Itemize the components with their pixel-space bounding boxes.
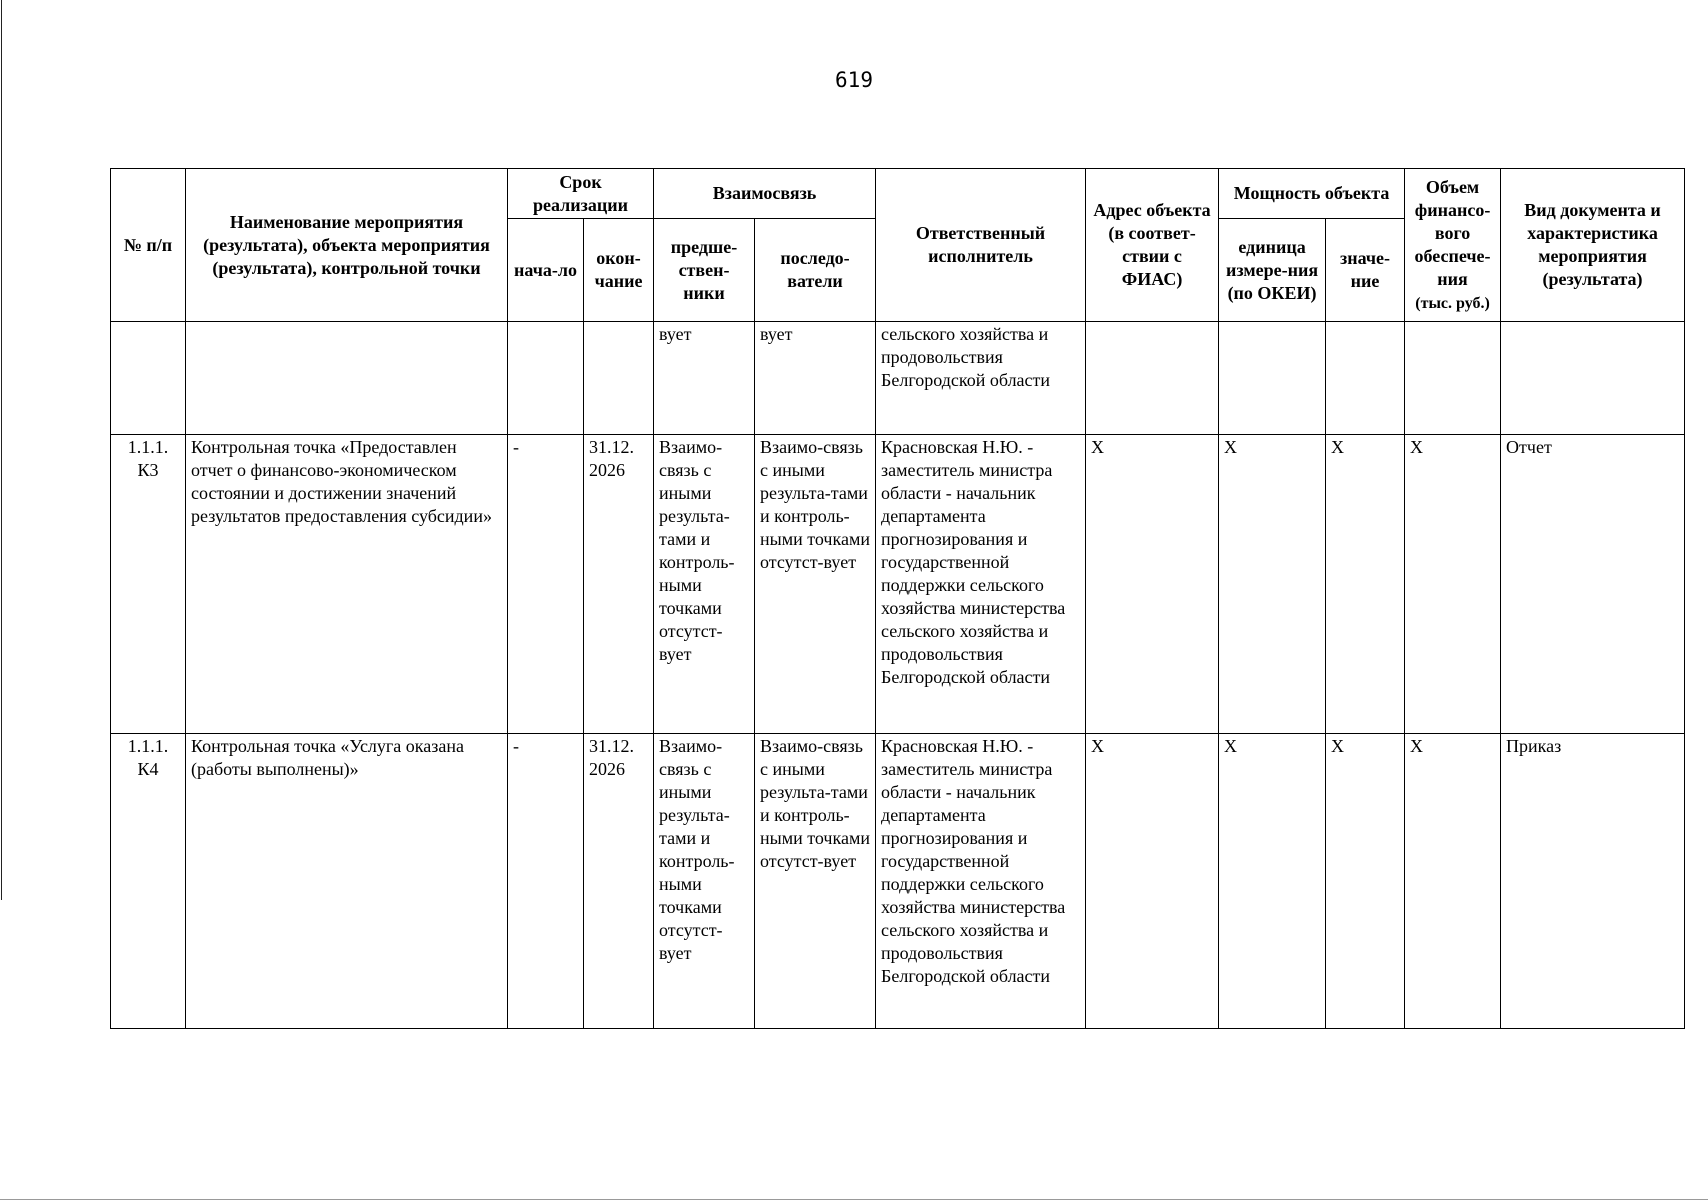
cell-doc bbox=[1501, 322, 1685, 435]
header-row-1 bbox=[111, 169, 1685, 219]
cell-unit: X bbox=[1219, 435, 1326, 734]
cell-responsible: сельского хозяйства и продовольствия Белгородской области bbox=[876, 322, 1086, 435]
header-link-next: последо-ватели bbox=[755, 219, 876, 322]
table-row-continuation bbox=[111, 322, 1685, 435]
cell-num: 1.1.1. К3 bbox=[111, 435, 186, 734]
page-number: 619 bbox=[835, 68, 873, 92]
header-address: Адрес объекта (в соответ-ствии с ФИАС) bbox=[1086, 169, 1219, 322]
cell-address: X bbox=[1086, 435, 1219, 734]
cell-start: - bbox=[508, 435, 584, 734]
control-points-table bbox=[110, 168, 1685, 1029]
header-finance-unit: (тыс. руб.) bbox=[1415, 294, 1490, 312]
left-margin-rule bbox=[1, 0, 2, 900]
header-capacity-value: значе-ние bbox=[1326, 219, 1405, 322]
cell-num bbox=[111, 322, 186, 435]
cell-address: X bbox=[1086, 734, 1219, 1029]
header-responsible: Ответственный исполнитель bbox=[876, 169, 1086, 322]
header-link: Взаимосвязь bbox=[654, 169, 876, 219]
cell-num: 1.1.1. К4 bbox=[111, 734, 186, 1029]
header-link-prev: предше-ствен-ники bbox=[654, 219, 755, 322]
cell-end: 31.12. 2026 bbox=[584, 734, 654, 1029]
cell-next: вует bbox=[755, 322, 876, 435]
header-term: Срок реализации bbox=[508, 169, 654, 219]
cell-doc: Отчет bbox=[1501, 435, 1685, 734]
cell-address bbox=[1086, 322, 1219, 435]
header-term-start: нача-ло bbox=[508, 219, 584, 322]
header-term-end: окон-чание bbox=[584, 219, 654, 322]
cell-end bbox=[584, 322, 654, 435]
cell-prev: Взаимо-связь с иными результа-тами и контроль-ными точками отсутст-вует bbox=[654, 734, 755, 1029]
cell-value bbox=[1326, 322, 1405, 435]
table-row-k4 bbox=[111, 734, 1685, 1029]
cell-responsible: Красновская Н.Ю. - заместитель министра области - начальник департамента прогнозирования и государственной поддержки сельского хозяйства министерства сельского хозяйства и продовольствия Белгородской области bbox=[876, 734, 1086, 1029]
cell-unit: X bbox=[1219, 734, 1326, 1029]
cell-name: Контрольная точка «Услуга оказана (работы выполнены)» bbox=[186, 734, 508, 1029]
header-doc-type: Вид документа и характеристика мероприятия (результата) bbox=[1501, 169, 1685, 322]
header-num: № п/п bbox=[111, 169, 186, 322]
cell-prev: Взаимо-связь с иными результа-тами и контроль-ными точками отсутст-вует bbox=[654, 435, 755, 734]
cell-finance: X bbox=[1405, 435, 1501, 734]
cell-unit bbox=[1219, 322, 1326, 435]
cell-end: 31.12. 2026 bbox=[584, 435, 654, 734]
header-name: Наименование мероприятия (результата), объекта мероприятия (результата), контрольной точки bbox=[186, 169, 508, 322]
cell-prev: вует bbox=[654, 322, 755, 435]
cell-finance bbox=[1405, 322, 1501, 435]
table-row-k3 bbox=[111, 435, 1685, 734]
cell-responsible: Красновская Н.Ю. - заместитель министра области - начальник департамента прогнозирования и государственной поддержки сельского хозяйства министерства сельского хозяйства и продовольствия Белгородской области bbox=[876, 435, 1086, 734]
cell-name bbox=[186, 322, 508, 435]
header-capacity-unit: единица измере-ния (по ОКЕИ) bbox=[1219, 219, 1326, 322]
cell-start bbox=[508, 322, 584, 435]
cell-name: Контрольная точка «Предоставлен отчет о финансово-экономическом состоянии и достижении значений результатов предоставления субсидии» bbox=[186, 435, 508, 734]
header-finance bbox=[1405, 169, 1501, 322]
cell-finance: X bbox=[1405, 734, 1501, 1029]
cell-value: X bbox=[1326, 435, 1405, 734]
header-capacity: Мощность объекта bbox=[1219, 169, 1405, 219]
cell-value: X bbox=[1326, 734, 1405, 1029]
cell-start: - bbox=[508, 734, 584, 1029]
cell-doc: Приказ bbox=[1501, 734, 1685, 1029]
cell-next: Взаимо-связь с иными результа-тами и контроль-ными точками отсутст-вует bbox=[755, 435, 876, 734]
cell-next: Взаимо-связь с иными результа-тами и контроль-ными точками отсутст-вует bbox=[755, 734, 876, 1029]
header-finance-label: Объем финансо-вого обеспече-ния bbox=[1414, 176, 1491, 289]
